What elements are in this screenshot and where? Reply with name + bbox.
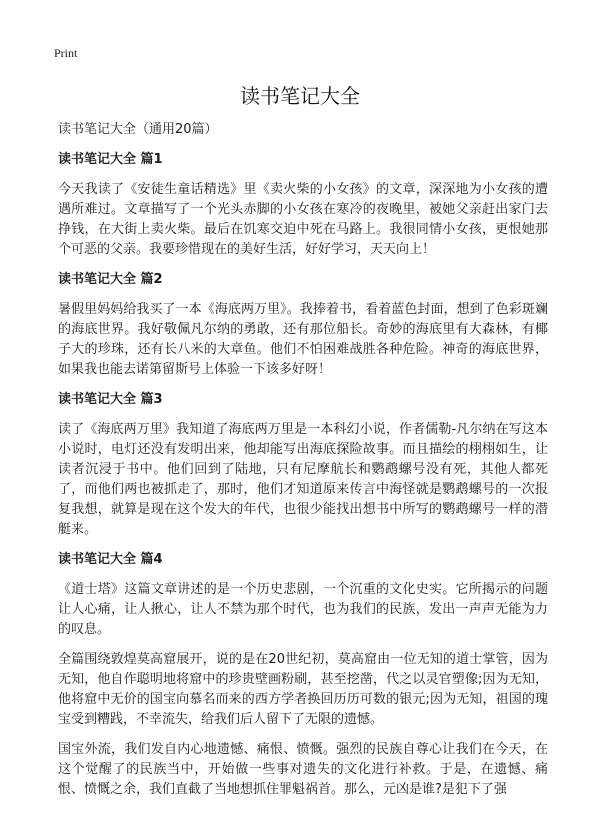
- section-heading: 读书笔记大全 篇2: [58, 272, 163, 287]
- section-paragraph: 全篇围绕敦煌莫高窟展开，说的是在20世纪初，莫高窟由一位无知的道士掌管，因为无知，他自作聪明地将窟中的珍贵壁画粉刷，甚至挖凿，代之以灵官塑像;因为无知，他将窟中无价的国宝向慕名而来的西方学者换回历历可数的银元;因为无知，祖国的瑰宝受到糟践，不幸流失，给我们后人留下了无限的遗憾。: [58, 652, 548, 727]
- section-1: [58, 150, 548, 260]
- section-heading: 读书笔记大全 篇1: [58, 152, 163, 167]
- section-paragraph: 暑假里妈妈给我买了一本《海底两万里》。我捧着书，看着蓝色封面，想到了色彩斑斓的海底世界。我好敬佩凡尔纳的勇敢，还有那位船长。奇妙的海底里有大森林，有椰子大的珍珠，还有长八米的大章鱼。他们不怕困难战胜各种危险。神奇的海底世界，如果我也能去诺第留斯号上体验一下该多好呀！: [58, 302, 548, 377]
- section-paragraph: 《道士塔》这篇文章讲述的是一个历史悲剧，一个沉重的文化史实。它所揭示的问题让人心痛，让人揪心，让人不禁为那个时代，也为我们的民族，发出一声声无能为力的叹息。: [58, 582, 548, 637]
- section-3: [58, 390, 548, 540]
- document-intro: 读书笔记大全（通用20篇）: [58, 122, 218, 137]
- section-paragraph: 今天我读了《安徒生童话精选》里《卖火柴的小女孩》的文章，深深地为小女孩的遭遇所难过。文章描写了一个光头赤脚的小女孩在寒冷的夜晚里，被她父亲赶出家门去挣钱，在大街上卖火柴。最后在饥寒交迫中死在马路上。我很同情小女孩，更恨她那个可恶的父亲。我要珍惜现在的美好生活，好好学习，天天向上！: [58, 182, 548, 257]
- section-heading: 读书笔记大全 篇3: [58, 392, 163, 407]
- section-heading: 读书笔记大全 篇4: [58, 552, 163, 567]
- section-paragraph: 国宝外流，我们发自内心地遗憾、痛恨、愤慨。强烈的民族自尊心让我们在今天，在这个觉醒了的民族当中，开始做一些事对遗失的文化进行补救。于是，在遗憾、痛恨、愤慨之余，我们直截了当地想抓住罪魁祸首。那么，元凶是谁?是犯下了强: [58, 742, 548, 797]
- page-title: 读书笔记大全: [240, 84, 360, 108]
- section-paragraph: 读了《海底两万里》我知道了海底两万里是一本科幻小说，作者儒勒-凡尔纳在写这本小说时，电灯还没有发明出来，他却能写出海底探险故事。而且描绘的栩栩如生，让读者沉浸于书中。他们回到了陆地，只有尼摩航长和鹦鹉螺号没有死，其他人都死了，而他们两也被抓走了，那时，他们才知道原来传言中海怪就是鹦鹉螺号的一次报复我想，就算是现在这个发大的年代，也很少能找出想书中所写的鹦鹉螺号一样的潜艇来。: [58, 422, 548, 537]
- print-link[interactable]: Print: [54, 46, 78, 60]
- section-4: [58, 550, 548, 800]
- document-body: [58, 120, 548, 810]
- section-2: [58, 270, 548, 380]
